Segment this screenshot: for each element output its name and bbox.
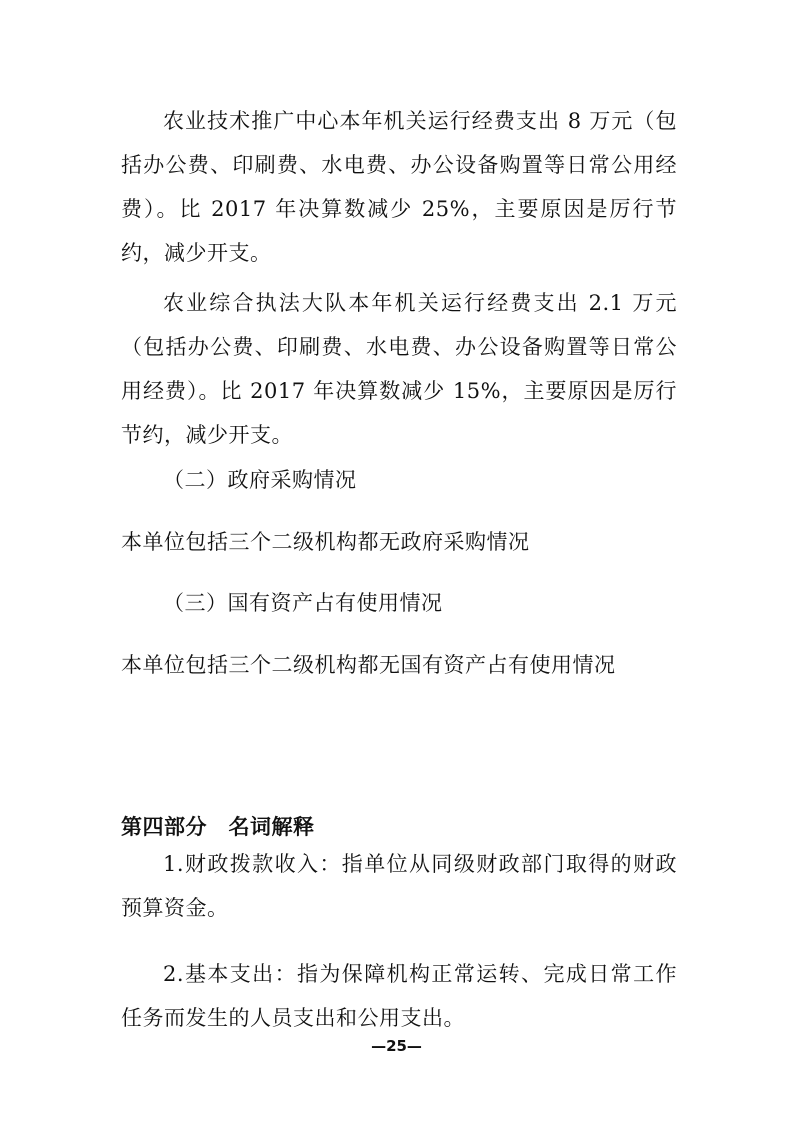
paragraph-enforcement-team-expenses: 农业综合执法大队本年机关运行经费支出 2.1 万元（包括办公费、印刷费、水电费、办公设备购置等日常公用经费）。比 2017 年决算数减少 15%，主要原因是厉行节约，减少开支。 — [121, 291, 677, 447]
definition-basic-expenditure: 2.基本支出：指为保障机构正常运转、完成日常工作任务而发生的人员支出和公用支出。 — [121, 962, 677, 1030]
section-heading-state-assets: （三）国有资产占有使用情况 — [163, 591, 443, 615]
section-body-state-assets: 本单位包括三个二级机构都无国有资产占有使用情况 — [121, 653, 616, 677]
paragraph-tech-center-expenses: 农业技术推广中心本年机关运行经费支出 8 万元（包括办公费、印刷费、水电费、办公设备购置等日常公用经费）。比 2017 年决算数减少 25%，主要原因是厉行节约，减少开支。 — [121, 109, 677, 265]
section-body-government-procurement: 本单位包括三个二级机构都无政府采购情况 — [121, 530, 530, 554]
page-number: —25— — [371, 1037, 422, 1055]
section-heading-government-procurement: （二）政府采购情况 — [163, 468, 357, 492]
part-four-title: 第四部分 名词解释 — [121, 815, 315, 839]
definition-fiscal-appropriation-income: 1.财政拨款收入：指单位从同级财政部门取得的财政预算资金。 — [121, 852, 677, 920]
